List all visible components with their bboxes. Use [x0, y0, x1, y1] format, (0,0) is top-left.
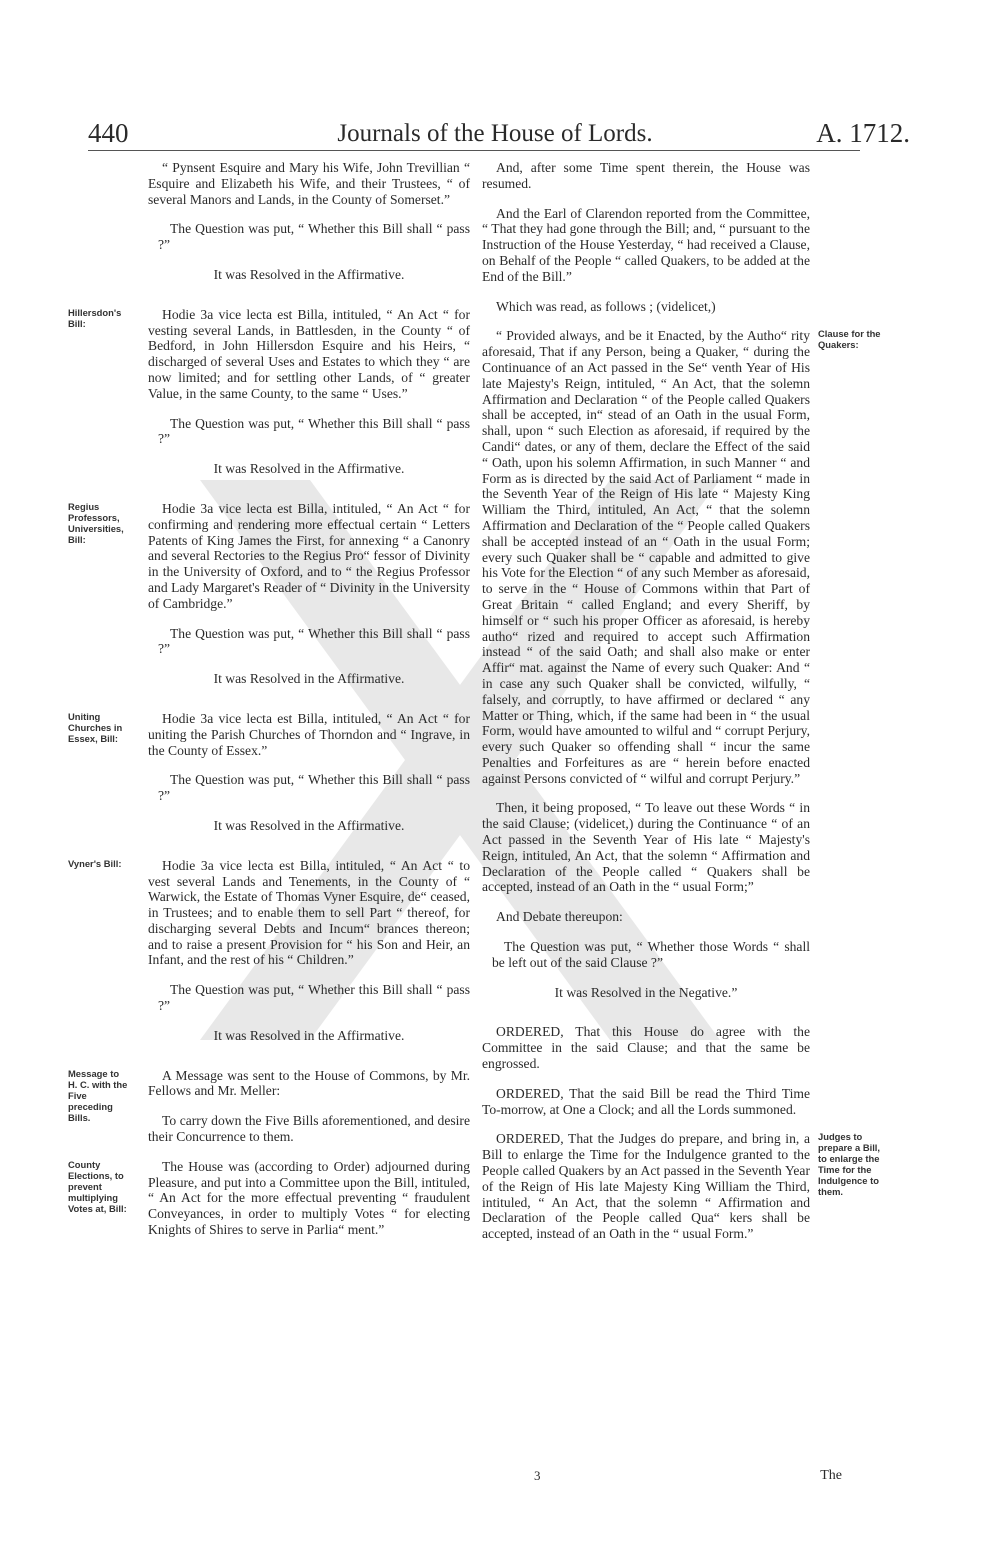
resolution-text: It was Resolved in the Negative.”	[554, 984, 738, 1000]
margin-note: Clause for the Quakers:	[818, 328, 881, 351]
left-entry	[148, 221, 470, 253]
left-entry	[148, 416, 470, 448]
left-column	[68, 160, 470, 1252]
margin-note: Regius Professors, Universities, Bill:	[68, 500, 124, 545]
left-entry	[68, 1158, 470, 1238]
page-title: Journals of the House of Lords.	[337, 120, 653, 147]
entry-text: And Debate thereupon:	[496, 909, 623, 925]
question-text: The Question was put, “ Whether this Bill shall “ pass ?”	[158, 982, 470, 1014]
left-entry	[148, 982, 470, 1014]
right-entry	[482, 985, 810, 1001]
left-entry	[148, 1028, 470, 1044]
catchword: The	[820, 1468, 842, 1483]
page-number: 440	[88, 118, 129, 148]
right-entry	[482, 800, 810, 895]
margin-note: Hillersdon's Bill:	[68, 306, 122, 329]
margin-note: Uniting Churches in Essex, Bill:	[68, 710, 123, 744]
margin-note: Vyner's Bill:	[68, 857, 122, 869]
right-entry	[482, 1086, 810, 1118]
left-entry	[68, 710, 470, 758]
left-entry	[68, 857, 470, 969]
entry-text: ORDERED, That the Judges do prepare, and bring in, a Bill to enlarge the Time for the Indulgence granted to the People called Quakers by an Act passed in the Seventh Year of the Reign of His late Majesty King William the Third, intituled, “ An Act, that the solemn “ Affirmation and Declaration of the People called Qua“ kers shall be accepted, instead of an Oath in the “ usual Form.”	[482, 1131, 810, 1242]
left-entry	[148, 626, 470, 658]
right-entry	[482, 299, 810, 315]
left-entry	[148, 772, 470, 804]
left-entry	[148, 461, 470, 477]
resolution-text: It was Resolved in the Affirmative.	[213, 817, 405, 833]
question-text: The Question was put, “ Whether this Bill shall “ pass ?”	[158, 625, 470, 657]
resolution-text: It was Resolved in the Affirmative.	[213, 671, 405, 687]
margin-note: Judges to prepare a Bill, to enlarge the Time for the Indulgence to them.	[818, 1131, 881, 1198]
left-entry	[148, 267, 470, 283]
right-entry	[482, 909, 810, 925]
right-entry	[482, 328, 881, 786]
entry-text: And, after some Time spent therein, the House was resumed.	[482, 160, 810, 191]
left-entry	[148, 160, 470, 207]
entry-text: Hodie 3a vice lecta est Billa, intituled, “ An Act “ for confirming and rendering more effectual certain “ Letters Patents of King James the First, for annexing “ a Canonry and several Rectories to the Regius Pro“ fessor of Divinity in the University of Oxford, and to “ the Regius Professor and Lady Margaret's Reader of “ Divinity in the University of Cambridge.”	[148, 500, 470, 611]
right-entry	[482, 160, 810, 192]
resolution-text: It was Resolved in the Affirmative.	[213, 1027, 405, 1043]
entry-text: Hodie 3a vice lecta est Billa, intituled, “ An Act “ for vesting several Lands, in Battlesden, in the County “ of Bedford, in John Hillersdon Esquire and his Heirs, “ discharged of several Uses and Estates to which they “ are now limited; and for settling other Lands, of “ greater Value, in the same County, to the same “ Uses.”	[148, 306, 470, 401]
page-year: A. 1712.	[816, 118, 910, 148]
question-text: The Question was put, “ Whether this Bill shall “ pass ?”	[158, 415, 470, 447]
right-entry	[482, 1024, 810, 1071]
entry-text: Hodie 3a vice lecta est Billa, intituled, “ An Act “ to vest several Lands and Tenements, in the County of “ Warwick, the Estate of Thomas Vyner Esquire, de“ ceased, in Trustees; and to enable them to sell Part “ thereof, for discharging several Debts and Incum“ brances thereon; and to raise a present Provision for “ his Son and Heir, an Infant, and the rest of his “ Children.”	[148, 857, 470, 968]
entry-text: A Message was sent to the House of Commons, by Mr. Fellows and Mr. Meller:	[148, 1067, 470, 1099]
left-entry	[148, 671, 470, 687]
right-entry	[482, 1131, 881, 1242]
page-header	[80, 118, 910, 158]
entry-text: “ Provided always, and be it Enacted, by the Autho“ rity aforesaid, That if any Person, being a Quaker, “ during the Continuance of an Act passed in the Se“ venth Year of His late Majesty's Reign, intituled, “ An Act, that the solemn Affirmation and Declaration “ of the People called Quakers shall be accepted, in“ stead of an Oath in the usual Form, shall, upon “ such Election as aforesaid, if required by the Candi“ dates, or any of them, declare the Effect of the said “ Oath, upon his solemn Affirmation, in such Manner “ and Form as is directed by the said Act of Parliament “ made in the Seventh Year of the Reign of His late “ Majesty King William the Third, intituled, An Act, “ that the solemn Affirmation and Declaration of the “ People called Quakers shall be accepted instead of an “ Oath in the usual Form; every such Quaker shall be “ capable and admitted to give his Vote for the Election “ of any such Member as aforesaid, to serve in the “ House of Commons within that Part of Great Britain “ called England; and every Sheriff, by himself or “ such his proper Officer as aforesaid, is hereby autho“ rized and required to accept such Affirmation instead “ of the said Oath; and shall also make or enter Affir“ mat. against the Name of every such Quaker: And “ in case any such Quaker shall be convicted, wilfully, “ falsely, and corruptly, to have affirmed or declared “ any Matter or Thing, which, if the same had been in “ the usual Form, would have amounted to wilful and “ corrupt Perjury, every such Quaker so offending shall “ incur the same Penalties and Forfeitures as are “ herein before enacted against Persons convicted of “ wilful and corrupt Perjury.”	[482, 328, 810, 786]
question-text: The Question was put, “ Whether this Bill shall “ pass ?”	[158, 221, 470, 253]
left-entry	[68, 1067, 470, 1123]
entry-text: And the Earl of Clarendon reported from the Committee, “ That they had gone through the Bill; and, “ pursuant to the Instruction of the House Yesterday, “ had received a Clause, on Behalf of the People “ called Quakers, to be added at the End of the Bill.”	[482, 205, 810, 284]
signature-mark: 3	[534, 1468, 541, 1483]
entry-text: Hodie 3a vice lecta est Billa, intituled, “ An Act “ for uniting the Parish Churches of Thorndon and “ Ingrave, in the County of Essex.”	[148, 710, 470, 758]
entry-text: ORDERED, That the said Bill be read the Third Time To-morrow, at One a Clock; and all the Lords summoned.	[482, 1085, 810, 1117]
left-entry	[148, 1113, 470, 1145]
entry-text: Then, it being proposed, “ To leave out these Words “ in the said Clause; (videlicet,) during the Continuance “ of an Act passed in the Seventh Year of His late “ Majesty's Reign, intituled, An Act, that the solemn “ Affirmation and Declaration of the People called “ Quakers shall be accepted, instead of an Oath in the “ usual Form;”	[482, 800, 810, 895]
left-entry	[68, 500, 470, 612]
right-entry	[482, 939, 810, 971]
question-text: The Question was put, “ Whether those Words “ shall be left out of the said Clause ?”	[492, 939, 810, 970]
entry-text: ORDERED, That this House do agree with the Committee in the said Clause; and that the same be engrossed.	[482, 1024, 810, 1072]
entry-text: To carry down the Five Bills aforementioned, and desire their Concurrence to them.	[148, 1113, 470, 1145]
entry-text: The House was (according to Order) adjourned during Pleasure, and put into a Committee upon the Bill, intituled, “ An Act for the more effectual preventing “ fraudulent Conveyances, in order to multiply Votes “ for electing Knights of Shires to serve in Parlia“ ment.”	[148, 1158, 470, 1238]
left-entry	[68, 306, 470, 402]
header-rule	[88, 150, 860, 151]
question-text: The Question was put, “ Whether this Bill shall “ pass ?”	[158, 772, 470, 804]
entry-text: “ Pynsent Esquire and Mary his Wife, John Trevillian “ Esquire and Elizabeth his Wife, and their Trustees, “ of several Manors and Lands, in the County of Somerset.”	[148, 160, 470, 207]
resolution-text: It was Resolved in the Affirmative.	[213, 461, 405, 477]
resolution-text: It was Resolved in the Affirmative.	[213, 266, 405, 282]
entry-text: Which was read, as follows ; (videlicet,)	[496, 298, 716, 314]
left-entry	[148, 818, 470, 834]
margin-note: Message to H. C. with the Five preceding Bills.	[68, 1067, 128, 1123]
margin-note: County Elections, to prevent multiplying Votes at, Bill:	[68, 1158, 127, 1214]
right-column	[482, 160, 881, 1256]
right-entry	[482, 206, 810, 285]
